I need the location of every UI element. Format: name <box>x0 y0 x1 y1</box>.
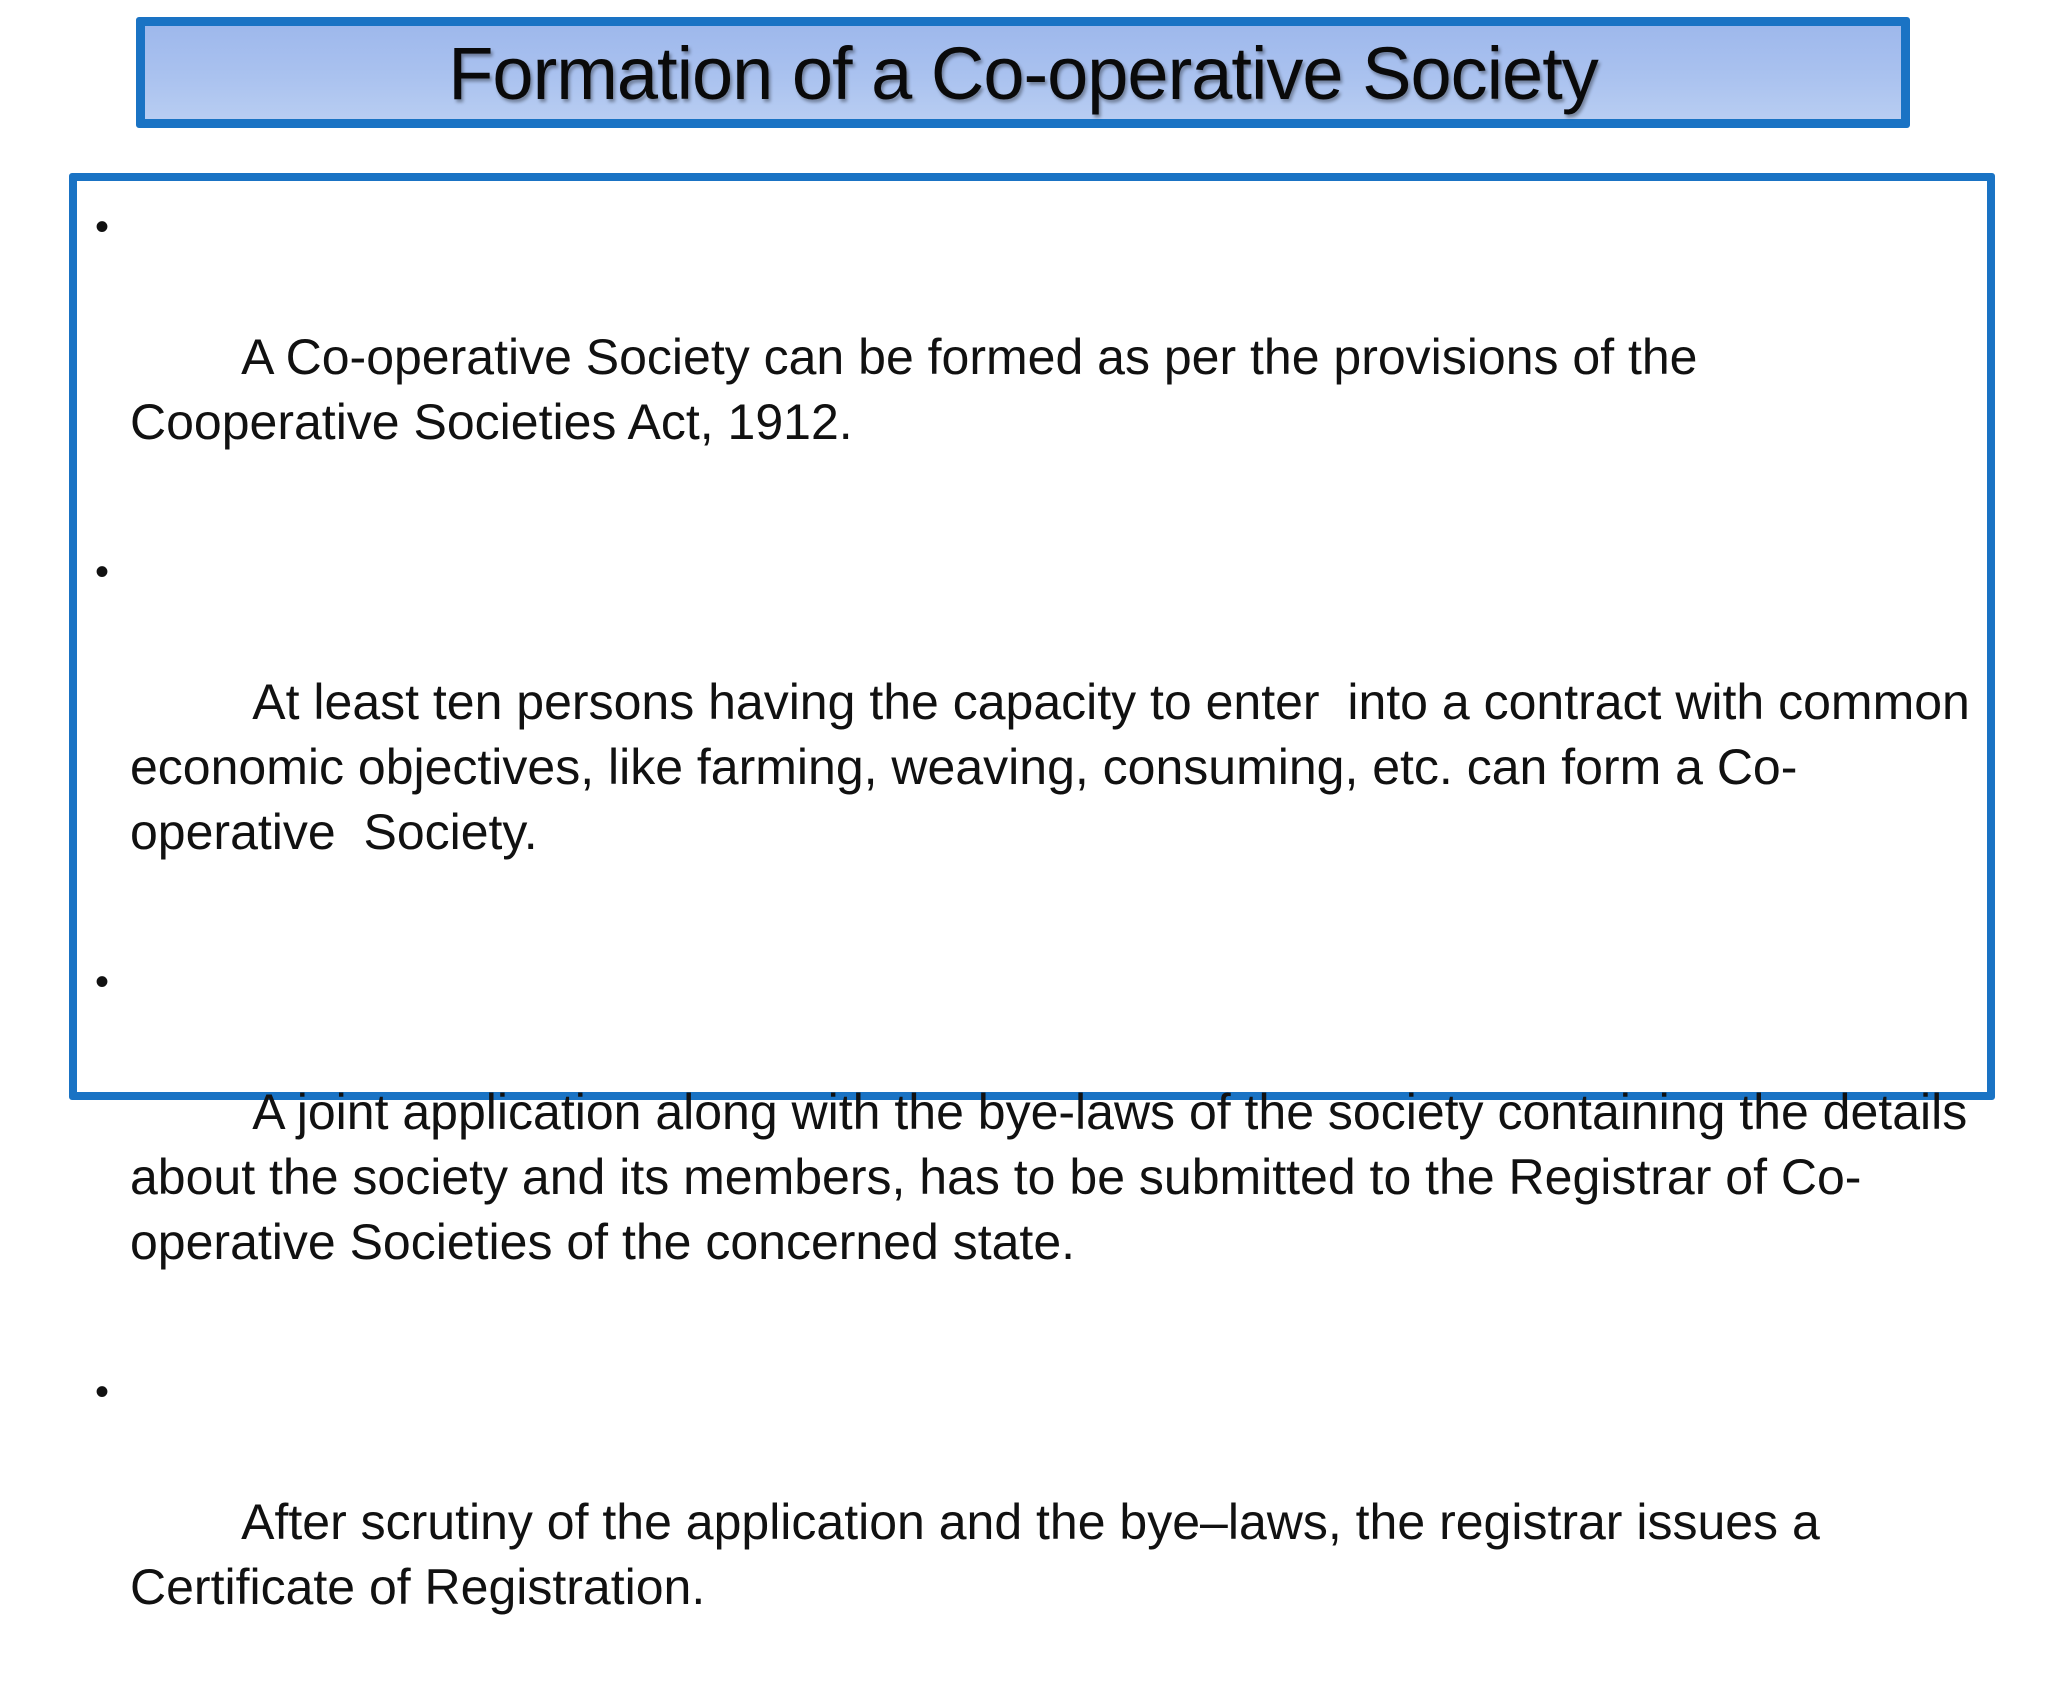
bullet-text: At least ten persons having the capacity to enter into a contract with common economic objectives, like farming, weaving, consuming, etc. can form a Co-operative Society. <box>130 674 1984 860</box>
title-box <box>136 17 1910 128</box>
bullet-icon: • <box>95 960 110 1004</box>
list-item <box>95 195 1975 520</box>
bullet-text: After scrutiny of the application and the bye–laws, the registrar issues a Certificate of Registration. <box>130 1494 1834 1615</box>
content-box <box>69 173 1996 1615</box>
slide-title: Formation of a Co-operative Society <box>448 31 1598 115</box>
bullet-list <box>95 195 1996 1705</box>
bullet-icon: • <box>95 550 110 594</box>
bullet-icon: • <box>95 1370 110 1414</box>
bullet-text: A Co-operative Society can be formed as per the provisions of the Cooperative Societies Act, 1912. <box>130 329 1712 450</box>
list-item <box>95 1360 1975 1685</box>
list-item <box>95 950 1996 1340</box>
bullet-icon: • <box>95 205 110 249</box>
bullet-text: A joint application along with the bye-laws of the society containing the details about the society and its members, has to be submitted to the Registrar of Co-operative Societies of the concerned state. <box>130 1084 1996 1270</box>
list-item <box>95 540 1984 930</box>
